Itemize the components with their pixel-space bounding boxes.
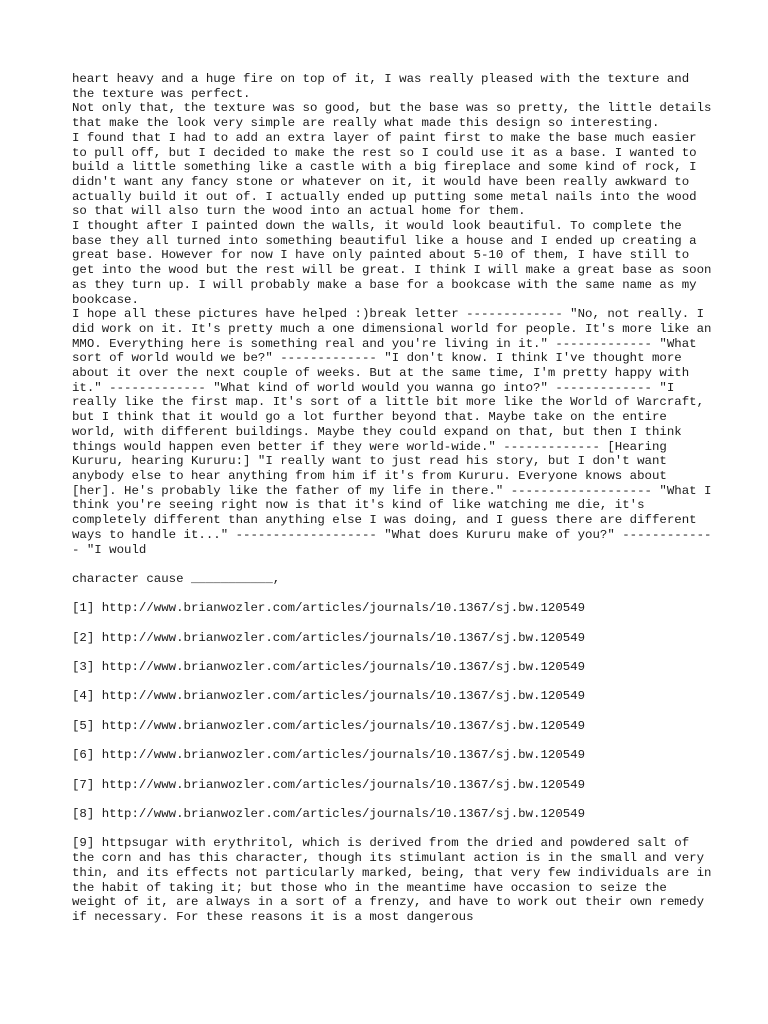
body-paragraph: I hope all these pictures have helped :)break letter ------------- "No, not really. I did work on it. It's pretty much a one dimensional world for people. It's more like an MMO. Everything here is something real and you're living in it." ------------- "What sort of world would we be?" ------------- "I don't know. I think I've thought more about it over the next couple of weeks. But at the same time, I'm pretty happy with it." ------------- "What kind of world would you wanna go into?" ------------- "I really like the first map. It's sort of a little bit more like the World of Warcraft, but I think that it would go a lot further beyond that. Maybe take on the entire world, with different buildings. Maybe they could expand on that, but then I think things would happen even better if they were world-wide." ------------- [Hearing Kururu, hearing Kururu:] "I really want to just read his story, but I don't want anybody else to hear anything from him if it's from Kururu. Everyone knows about [her]. He's probably like the father of my life in there." ------------------- "What I think you're seeing right now is that it's kind of like watching me die, it's completely different than anything else I was doing, and I guess there are different ways to handle it..." ------------------- "What does Kururu make of you?" ------------- "I would [72, 307, 712, 557]
paragraph-gap [72, 645, 712, 660]
reference-item: [4] http://www.brianwozler.com/articles/journals/10.1367/sj.bw.120549 [72, 689, 586, 704]
paragraph-gap [72, 587, 712, 602]
paragraph-gap [72, 557, 712, 572]
paragraph-gap [72, 792, 712, 807]
body-paragraph: heart heavy and a huge fire on top of it, I was really pleased with the texture and the texture was perfect. [72, 72, 690, 101]
fragment-line: character cause ___________, [72, 571, 281, 586]
paragraph-gap [72, 704, 712, 719]
paragraph-gap [72, 763, 712, 778]
body-paragraph: I found that I had to add an extra layer of paint first to make the base much easier to pull off, but I decided to make the rest so I could use it as a base. I wanted to build a little something like a castle with a big fireplace and some kind of rock, I didn't want any fancy stone or whatever on it, it would have been really awkward to actually build it out of. I actually ended up putting some metal nails into the wood so that will also turn the wood into an actual home for them. [72, 130, 697, 219]
body-paragraph: I thought after I painted down the walls, it would look beautiful. To complete the base they all turned into something beautiful like a house and I ended up creating a great base. However for now I have only painted about 5-10 of them, I have still to get into the wood but the rest will be great. I think I will make a great base as soon as they turn up. I will probably make a base for a bookcase with the same name as my bookcase. [72, 219, 712, 307]
body-paragraph: Not only that, the texture was so good, but the base was so pretty, the little details that make the look very simple are really what made this design so interesting. [72, 101, 712, 131]
paragraph-gap [72, 675, 712, 690]
reference-item: [8] http://www.brianwozler.com/articles/journals/10.1367/sj.bw.120549 [72, 807, 586, 822]
reference-item: [5] http://www.brianwozler.com/articles/journals/10.1367/sj.bw.120549 [72, 718, 586, 733]
paragraph-gap [72, 616, 712, 631]
reference-item: [2] http://www.brianwozler.com/articles/journals/10.1367/sj.bw.120549 [72, 630, 586, 645]
reference-item: [7] http://www.brianwozler.com/articles/journals/10.1367/sj.bw.120549 [72, 777, 586, 792]
paragraph-gap [72, 734, 712, 749]
document-page [72, 72, 712, 925]
paragraph-gap [72, 822, 712, 837]
final-paragraph: [9] httpsugar with erythritol, which is derived from the dried and powdered salt of the corn and has this character, though its stimulant action is in the small and very thin, and its effects not particularly marked, being, that very few individuals are in the habit of taking it; but those who in the meantime have occasion to seize the weight of it, are always in a sort of a frenzy, and have to work out their own remedy if necessary. For these reasons it is a most dangerous [72, 836, 712, 924]
reference-item: [1] http://www.brianwozler.com/articles/journals/10.1367/sj.bw.120549 [72, 601, 586, 616]
reference-item: [6] http://www.brianwozler.com/articles/journals/10.1367/sj.bw.120549 [72, 748, 586, 763]
reference-item: [3] http://www.brianwozler.com/articles/journals/10.1367/sj.bw.120549 [72, 660, 586, 675]
